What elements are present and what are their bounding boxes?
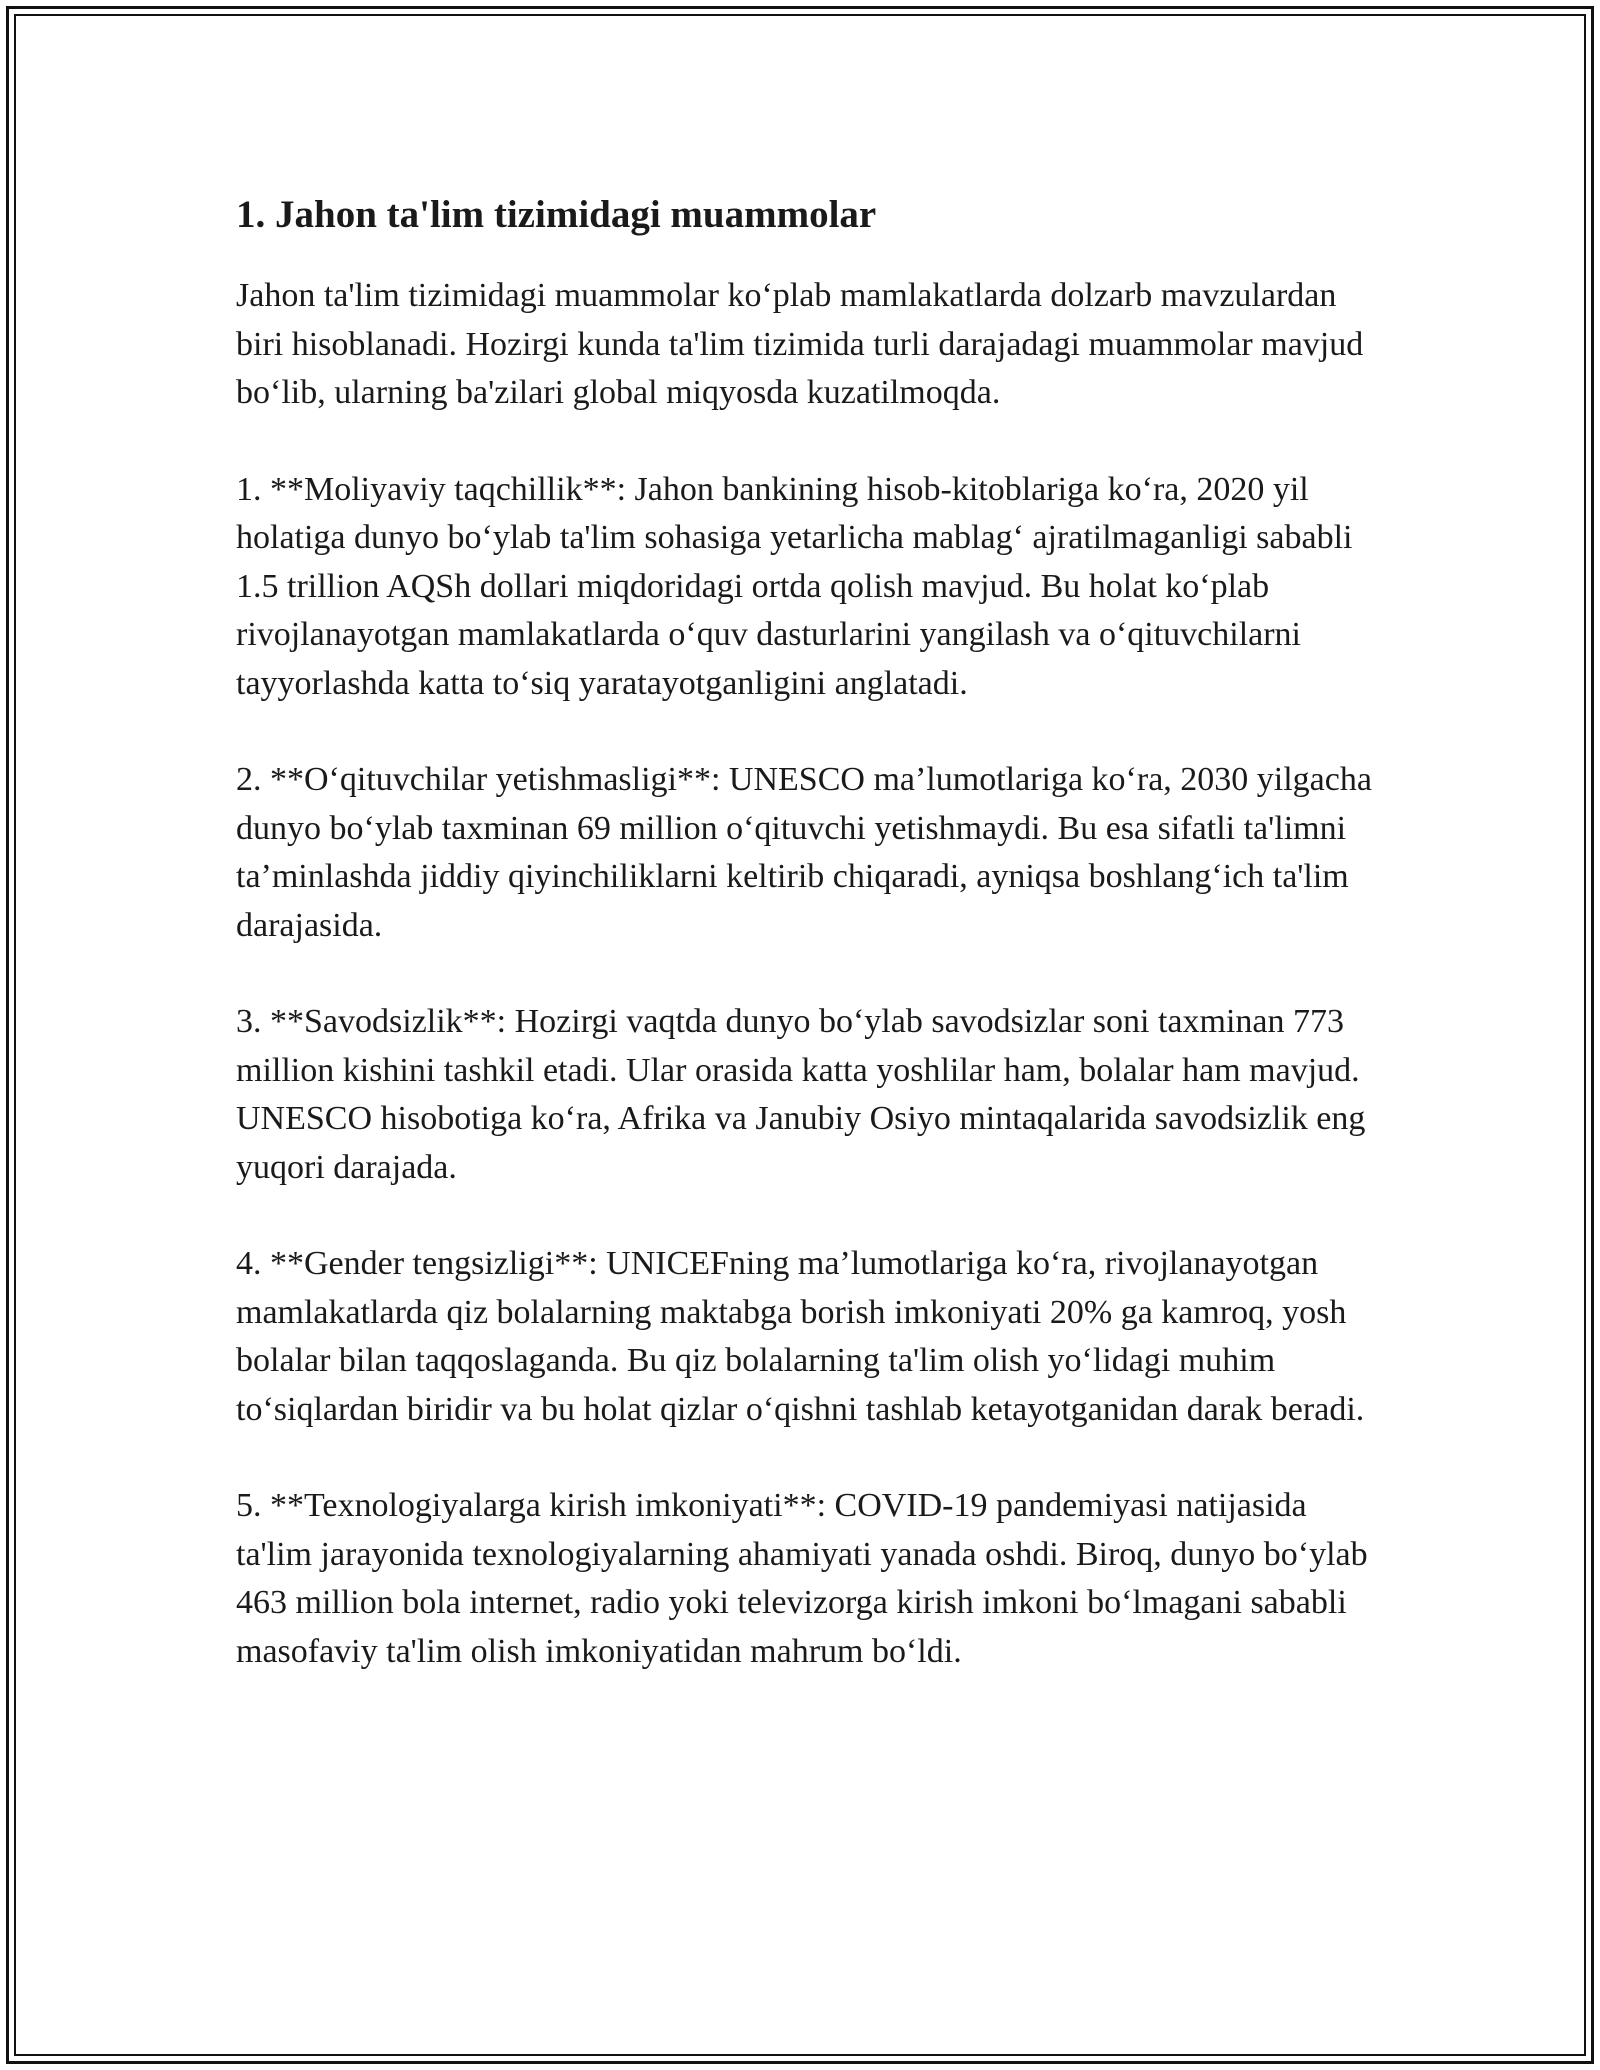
list-item-teacher-shortage: 2. **O‘qituvchilar yetishmasligi**: UNESCO ma’lumotlariga ko‘ra, 2030 yilgacha dunyo bo‘ylab taxminan 69 million o‘qituvchi yetishmaydi. Bu esa sifatli ta'limni ta’minlashda jiddiy qiyinchiliklarni keltirib chiqaradi, ayniqsa boshlang‘ich ta'lim darajasida. [236, 761, 1372, 944]
list-item-gender-inequality: 4. **Gender tengsizligi**: UNICEFning ma’lumotlariga ko‘ra, rivojlanayotgan mamlakatlarda qiz bolalarning maktabga borish imkoniyati 20% ga kamroq, yosh bolalar bilan taqqoslaganda. Bu qiz bolalarning ta'lim olish yo‘lidagi muhim to‘siqlardan biridir va bu holat qizlar o‘qishni tashlab ketayotganidan darak beradi. [236, 1245, 1365, 1428]
intro-paragraph: Jahon ta'lim tizimidagi muammolar ko‘plab mamlakatlarda dolzarb mavzulardan biri hisoblanadi. Hozirgi kunda ta'lim tizimida turli darajadagi muammolar mavjud bo‘lib, ularning ba'zilari global miqyosda kuzatilmoqda. [236, 277, 1364, 411]
list-item-illiteracy: 3. **Savodsizlik**: Hozirgi vaqtda dunyo bo‘ylab savodsizlar soni taxminan 773 million kishini tashkil etadi. Ular orasida katta yoshlilar ham, bolalar ham mavjud. UNESCO hisobotiga ko‘ra, Afrika va Janubiy Osiyo mintaqalarida savodsizlik eng yuqori darajada. [236, 1003, 1366, 1186]
list-item-technology-access: 5. **Texnologiyalarga kirish imkoniyati**: COVID-19 pandemiyasi natijasida ta'lim jarayonida texnologiyalarning ahamiyati yanada oshdi. Biroq, dunyo bo‘ylab 463 million bola internet, radio yoki televizorga kirish imkoni bo‘lmagani sababli masofaviy ta'lim olish imkoniyatidan mahrum bo‘ldi. [236, 1487, 1368, 1670]
document-body [236, 186, 1386, 1724]
list-item-financial-deficit: 1. **Moliyaviy taqchillik**: Jahon bankining hisob-kitoblariga ko‘ra, 2020 yil holatiga dunyo bo‘ylab ta'lim sohasiga yetarlicha mablag‘ ajratilmaganligi sababli 1.5 trillion AQSh dollari miqdoridagi ortda qolish mavjud. Bu holat ko‘plab rivojlanayotgan mamlakatlarda o‘quv dasturlarini yangilash va o‘qituvchilarni tayyorlashda katta to‘siq yaratayotganligini anglatadi. [236, 470, 1353, 702]
section-heading: 1. Jahon ta'lim tizimidagi muammolar [236, 193, 877, 236]
